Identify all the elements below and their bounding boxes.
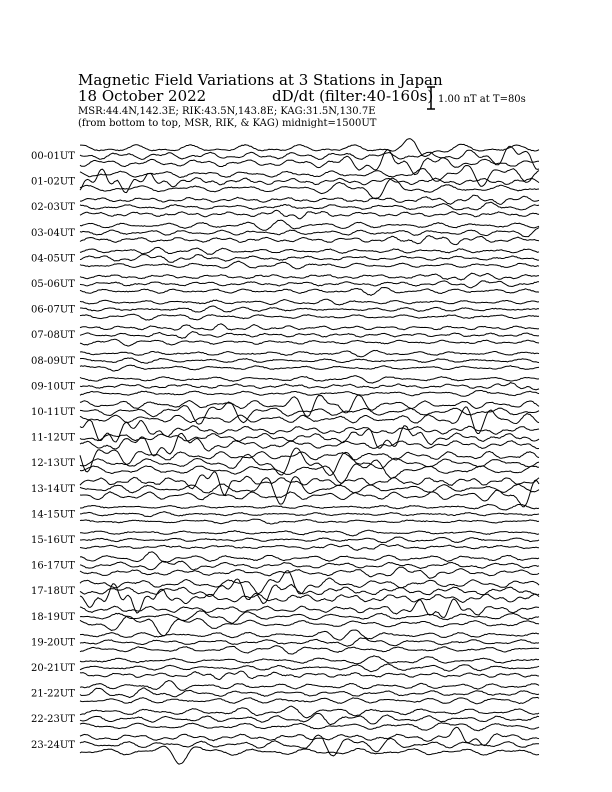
hour-labels [31,151,75,751]
hour-label: 14-15UT [31,509,75,521]
hour-label: 11-12UT [31,432,75,444]
trace-kag [80,166,539,187]
trace-kag [80,420,539,442]
trace-msr [80,339,539,346]
trace-rik [80,202,539,210]
trace-kag [80,727,539,745]
trace-rik [80,688,539,698]
hour-label: 02-03UT [31,202,75,214]
trace-rik [80,561,539,570]
hour-label: 20-21UT [31,663,75,674]
trace-msr [80,723,539,731]
trace-rik [80,332,539,339]
trace-kag [80,299,539,305]
trace-rik [80,537,539,543]
hour-label: 09-10UT [31,381,75,393]
trace-group [80,139,539,765]
trace-rik [80,664,539,672]
trace-rik [80,255,539,263]
trace-kag [80,376,539,383]
trace-msr [80,519,539,524]
station-order-note: (from bottom to top, MSR, RIK, & KAG) midnight=1500UT [78,118,377,129]
filter-label: dD/dt (filter:40-160s) [272,87,434,105]
trace-msr [80,391,539,397]
trace-msr [80,671,539,680]
scale-bar [427,87,526,109]
hour-label: 12-13UT [31,458,75,470]
trace-msr [80,261,539,269]
trace-kag [80,706,539,718]
trace-msr [80,544,539,550]
trace-msr [80,746,539,764]
hour-label: 06-07UT [31,304,75,316]
trace-msr [80,314,539,320]
trace-kag [80,247,539,254]
trace-kag [80,530,539,536]
trace-msr [80,646,539,654]
trace-kag [80,681,539,691]
trace-msr [80,407,539,434]
chart-title: Magnetic Field Variations at 3 Stations in Japan [78,71,443,89]
trace-rik [80,713,539,724]
trace-kag [80,504,539,510]
hour-label: 22-23UT [31,714,75,726]
hour-label: 01-02UT [31,176,75,188]
trace-kag [80,273,539,280]
trace-msr [80,365,539,371]
hour-label: 16-17UT [31,560,75,572]
hour-label: 13-14UT [31,483,75,495]
trace-kag [80,472,539,495]
hour-label: 17-18UT [31,586,75,598]
trace-kag [80,324,539,330]
trace-msr [80,288,539,296]
trace-msr [80,236,539,245]
trace-rik [80,383,539,390]
trace-kag [80,656,539,664]
station-coordinates: MSR:44.4N,142.3E; RIK:43.5N,143.8E; KAG:31.5N,130.7E [78,106,376,117]
hour-label: 21-22UT [31,688,75,700]
scale-bar-label: 1.00 nT at T=80s [438,94,526,105]
trace-msr [80,210,539,218]
trace-kag [80,630,539,640]
trace-rik [80,512,539,517]
hour-label: 15-16UT [31,535,75,546]
trace-kag [80,350,539,356]
hour-label: 04-05UT [31,253,75,265]
trace-rik [80,448,539,475]
hour-label: 10-11UT [31,407,75,418]
trace-rik [80,228,539,237]
trace-kag [80,599,539,617]
trace-kag [80,139,539,157]
chart-date: 18 October 2022 [78,87,207,105]
hour-label: 03-04UT [31,227,75,239]
hour-label: 18-19UT [31,611,75,623]
trace-rik [80,638,539,646]
trace-rik [80,306,539,312]
trace-msr [80,567,539,578]
hour-label: 23-24UT [31,739,75,751]
hour-label: 00-01UT [31,151,75,162]
hour-label: 19-20UT [31,637,75,649]
hour-label: 05-06UT [31,279,75,290]
trace-rik [80,281,539,288]
trace-msr [80,149,539,174]
trace-rik [80,169,539,192]
trace-kag [80,552,539,562]
hour-label: 08-09UT [31,355,75,367]
trace-kag [80,195,539,204]
trace-kag [80,220,539,230]
trace-msr [80,697,539,703]
hour-label: 07-08UT [31,330,75,342]
trace-rik [80,358,539,363]
